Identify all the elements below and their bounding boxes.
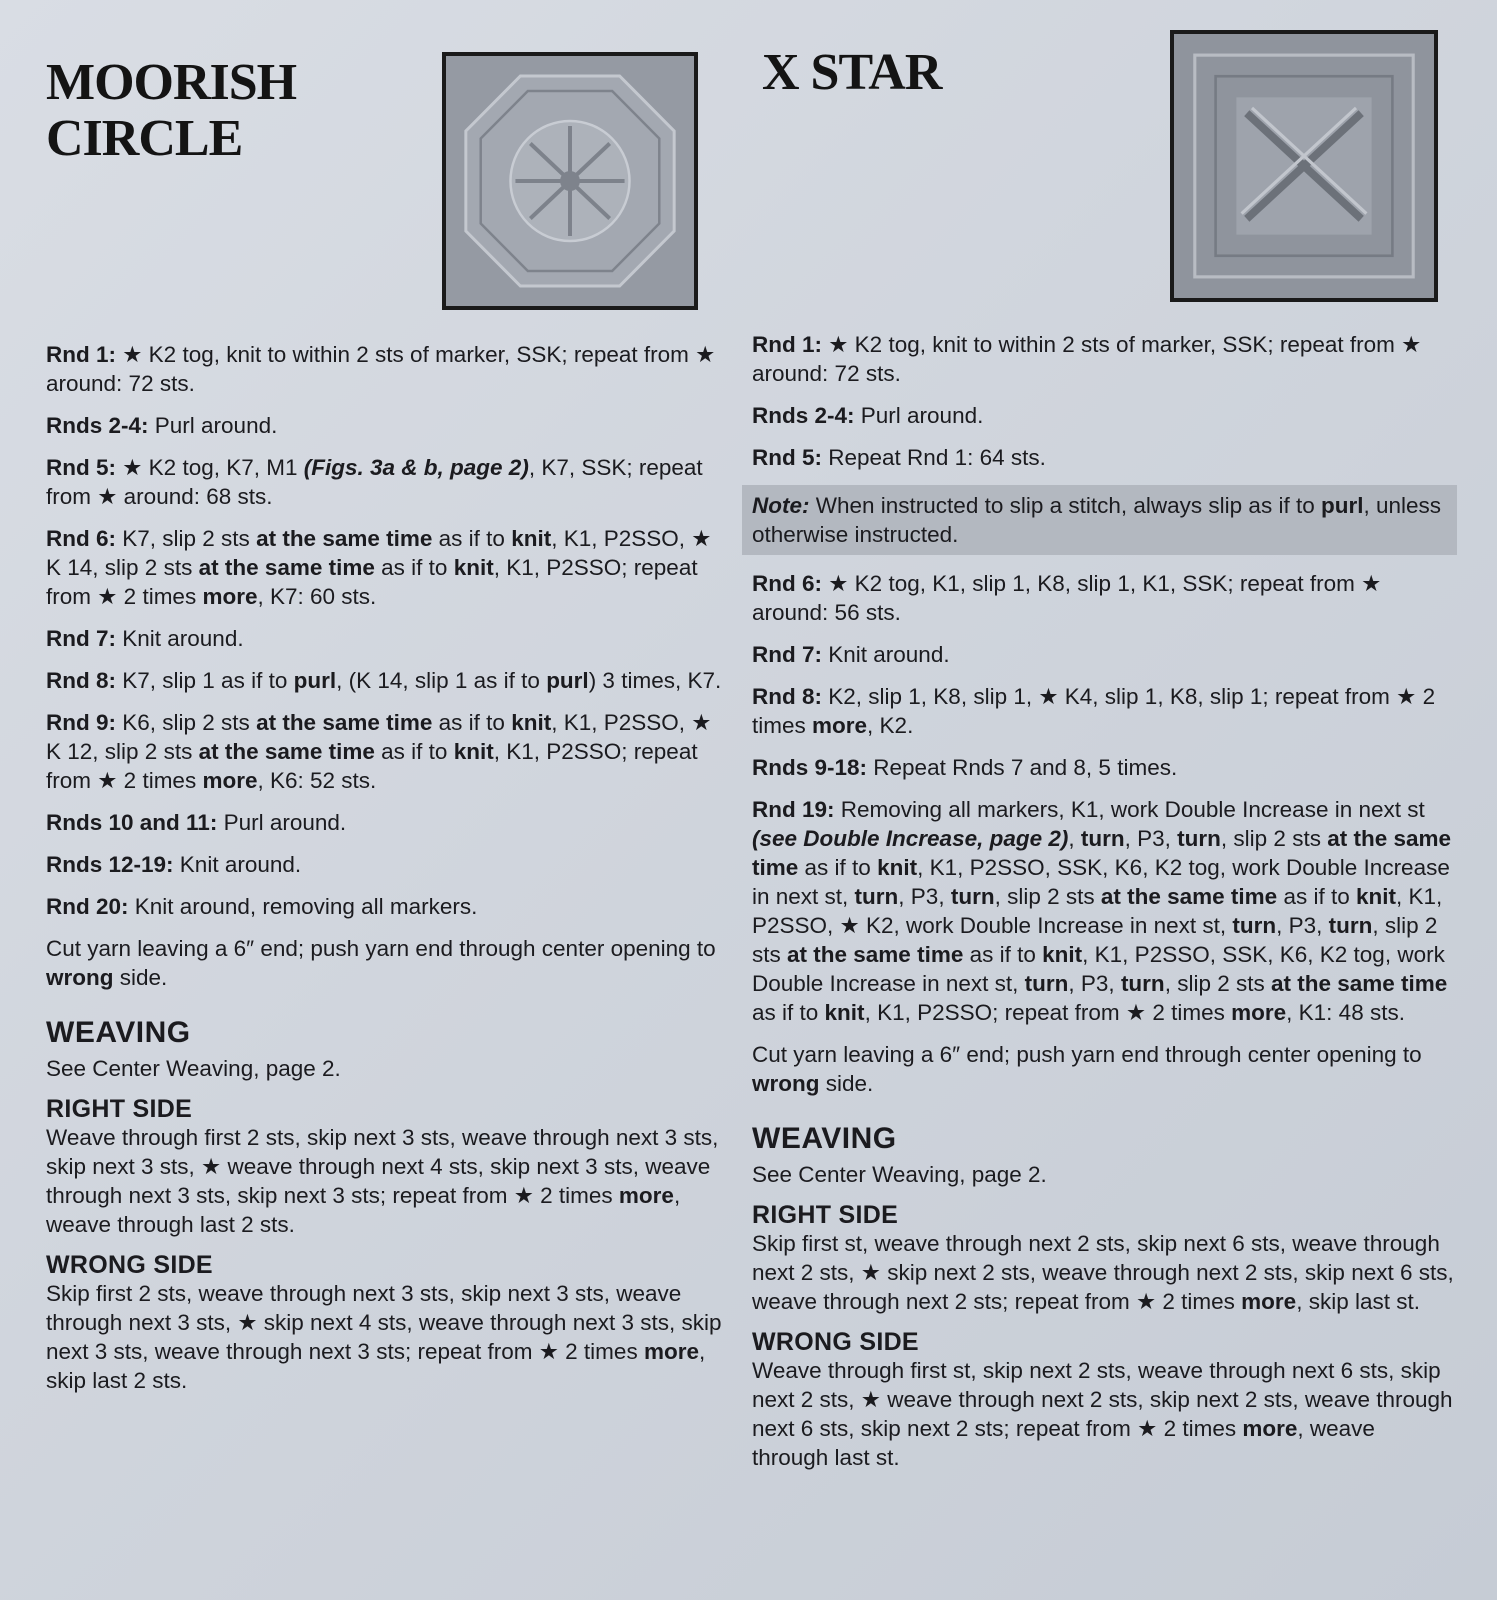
rnds-9-18: Rnds 9-18: Repeat Rnds 7 and 8, 5 times. xyxy=(752,755,1178,780)
rnds-2-4: Rnds 2-4: Purl around. xyxy=(46,413,278,438)
rnd-6: Rnd 6: K7, slip 2 sts at the same time as if to knit, K1, P2SSO, ★ K 14, slip 2 sts at the same time as if to knit, K1, P2SSO; repeat from ★ 2 times more, K7: 60 sts. xyxy=(46,526,712,609)
weaving-text: See Center Weaving, page 2. xyxy=(46,1056,341,1081)
x-star-photo xyxy=(1170,30,1438,302)
wrong-side-heading: WRONG SIDE xyxy=(46,1251,213,1279)
weaving-heading: WEAVING xyxy=(46,1016,191,1049)
rnd-8: Rnd 8: K7, slip 1 as if to purl, (K 14, slip 1 as if to purl) 3 times, K7. xyxy=(46,668,722,693)
right-side-text: Weave through first 2 sts, skip next 3 sts, weave through next 3 sts, skip next 3 sts, ★ weave through next 4 sts, skip next 3 sts, weave through next 3 sts, skip next 3 sts; repeat from ★ 2 times more, weave through last 2 sts. xyxy=(46,1125,719,1237)
rnds-2-4: Rnds 2-4: Purl around. xyxy=(752,403,984,428)
rnd-19: Rnd 19: Removing all markers, K1, work Double Increase in next st (see Double Increase, page 2), turn, P3, turn, slip 2 sts at the same time as if to knit, K1, P2SSO, SSK, K6, K2 tog, work Double Increase in next st, turn, P3, turn, slip 2 sts at the same time as if to knit, K1, P2SSO, ★ K2, work Double Increase in next st, turn, P3, turn, slip 2 sts at the same time as if to knit, K1, P2SSO, SSK, K6, K2 tog, work Double Increase in next st, turn, P3, turn, slip 2 sts at the same time as if to knit, K1, P2SSO; repeat from ★ 2 times more, K1: 48 sts. xyxy=(752,797,1452,1025)
rnd-1: Rnd 1: ★ K2 tog, knit to within 2 sts of marker, SSK; repeat from ★ around: 72 sts. xyxy=(46,342,716,396)
rnd-6: Rnd 6: ★ K2 tog, K1, slip 1, K8, slip 1, K1, SSK; repeat from ★ around: 56 sts. xyxy=(752,571,1382,625)
rnd-8: Rnd 8: K2, slip 1, K8, slip 1, ★ K4, slip 1, K8, slip 1; repeat from ★ 2 times more, K2. xyxy=(752,684,1436,738)
wrong-side-text: Weave through first st, skip next 2 sts, weave through next 6 sts, skip next 2 sts, ★ weave through next 2 sts, skip next 2 sts, weave through next 6 sts, skip next 2 sts; repeat from ★ 2 times more, weave through last st. xyxy=(752,1358,1453,1470)
rnd-7: Rnd 7: Knit around. xyxy=(46,626,244,651)
rnds-10-11: Rnds 10 and 11: Purl around. xyxy=(46,810,347,835)
right-side-heading: RIGHT SIDE xyxy=(752,1201,899,1229)
x-star-knit-image xyxy=(1174,34,1434,298)
wrong-side-text: Skip first 2 sts, weave through next 3 sts, skip next 3 sts, weave through next 3 sts, ★ skip next 4 sts, weave through next 3 sts, skip next 3 sts, weave through next 3 sts; repeat from ★ 2 times more, skip last 2 sts. xyxy=(46,1281,722,1393)
wrong-side-heading: WRONG SIDE xyxy=(752,1328,919,1356)
rnd-9: Rnd 9: K6, slip 2 sts at the same time as if to knit, K1, P2SSO, ★ K 12, slip 2 sts at the same time as if to knit, K1, P2SSO; repeat from ★ 2 times more, K6: 52 sts. xyxy=(46,710,712,793)
rnd-7: Rnd 7: Knit around. xyxy=(752,642,950,667)
x-star-title: X STAR xyxy=(762,44,942,101)
x-star-instructions xyxy=(752,330,1457,1472)
rnd-20: Rnd 20: Knit around, removing all markers. xyxy=(46,894,478,919)
moorish-circle-title: MOORISH CIRCLE xyxy=(46,54,297,167)
cut-yarn: Cut yarn leaving a 6″ end; push yarn end through center opening to wrong side. xyxy=(752,1042,1422,1096)
moorish-circle-instructions xyxy=(46,340,726,1395)
weaving-text: See Center Weaving, page 2. xyxy=(752,1162,1047,1187)
rnd-5: Rnd 5: ★ K2 tog, K7, M1 (Figs. 3a & b, page 2), K7, SSK; repeat from ★ around: 68 sts. xyxy=(46,455,703,509)
cut-yarn: Cut yarn leaving a 6″ end; push yarn end through center opening to wrong side. xyxy=(46,936,716,990)
slip-stitch-note: Note: When instructed to slip a stitch, always slip as if to purl, unless otherwise instructed. xyxy=(742,485,1457,555)
right-side-text: Skip first st, weave through next 2 sts, skip next 6 sts, weave through next 2 sts, ★ skip next 2 sts, weave through next 2 sts, skip next 6 sts, weave through next 2 sts; repeat from ★ 2 times more, skip last st. xyxy=(752,1231,1454,1314)
rnd-5: Rnd 5: Repeat Rnd 1: 64 sts. xyxy=(752,445,1046,470)
moorish-circle-photo xyxy=(442,52,698,310)
moorish-circle-knit-image xyxy=(446,56,694,306)
weaving-heading: WEAVING xyxy=(752,1122,897,1155)
right-side-heading: RIGHT SIDE xyxy=(46,1095,193,1123)
rnds-12-19: Rnds 12-19: Knit around. xyxy=(46,852,302,877)
rnd-1: Rnd 1: ★ K2 tog, knit to within 2 sts of marker, SSK; repeat from ★ around: 72 sts. xyxy=(752,332,1422,386)
